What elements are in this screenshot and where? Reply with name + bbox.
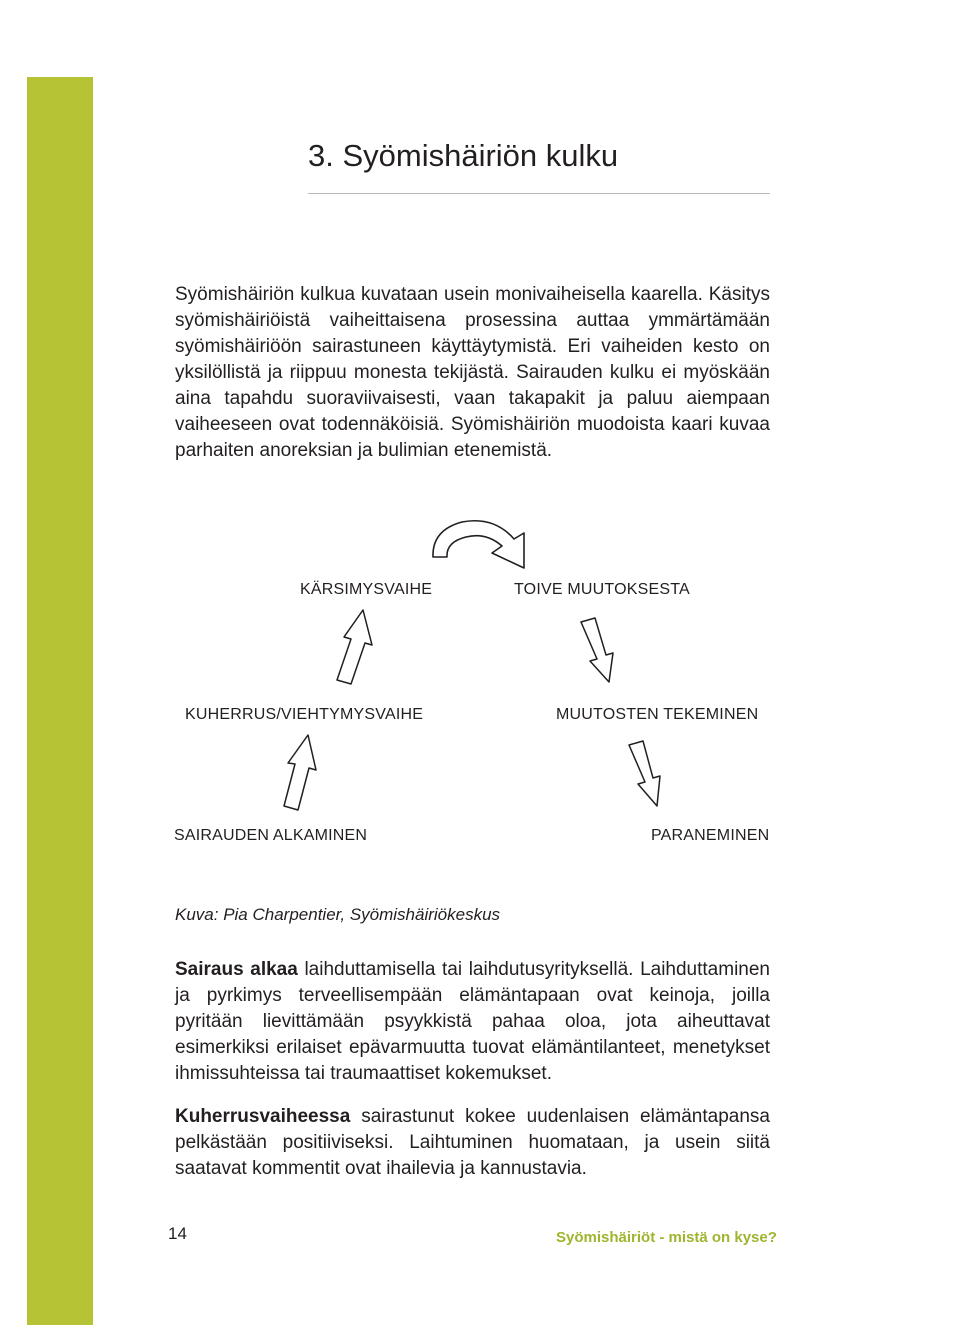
stage-karsimysvaihe: KÄRSIMYSVAIHE <box>300 581 433 598</box>
paragraph-body: laihduttamisella tai laihdutusyrityksellä. Laihduttaminen ja pyrkimys terveellisempään elämäntapaan ovat keinoja, joilla pyritään lievittämään psyykkistä pahaa oloa, jota aiheuttavat esimerkiksi erilaiset epävarmuutta tuovat elämäntilanteet, menetykset ihmissuhteissa tai traumaattiset kokemukset. <box>175 959 770 1084</box>
footer-title: Syömishäiriöt - mistä on kyse? <box>556 1229 777 1246</box>
paragraph-body: sairastunut kokee uudenlaisen elämäntapansa pelkästään positiiviseksi. Laihtuminen huomataan, ja usein siitä saatavat kommentit ovat ihailevia ja kannustavia. <box>175 1106 770 1179</box>
down-arrow-icon <box>581 618 613 682</box>
stage-kuherrus-viehtymysvaihe: KUHERRUS/VIEHTYMYSVAIHE <box>185 706 424 723</box>
down-arrow-icon <box>629 741 660 806</box>
stage-sairauden-alkaminen: SAIRAUDEN ALKAMINEN <box>174 827 368 844</box>
intro-paragraph: Syömishäiriön kulkua kuvataan usein monivaiheisella kaarella. Käsitys syömishäiriöistä vaiheittaisena prosessina auttaa ymmärtämään syömishäiriöön sairastuneen käyttäytymistä. Eri vaiheiden kesto on yksilöllistä ja riippuu monesta tekijästä. Sairauden kulku ei myöskään aina tapahdu suoraviivaisesti, vaan takapakit ja paluu aiempaan vaiheeseen ovat todennäköisiä. Syömishäiriön muodoista kaari kuvaa parhaiten anoreksian ja bulimian etenemistä. <box>175 284 770 461</box>
paragraph-kuherrusvaihe <box>175 1104 770 1182</box>
paragraph-sairaus-alkaa <box>175 957 770 1087</box>
stage-toive-muutoksesta: TOIVE MUUTOKSESTA <box>514 581 690 598</box>
up-arrow-icon <box>337 610 372 684</box>
stage-paraneminen: PARANEMINEN <box>651 827 770 844</box>
paragraph-lead: Kuherrusvaiheessa <box>175 1106 351 1127</box>
up-arrow-icon <box>284 735 316 810</box>
paragraph-lead: Sairaus alkaa <box>175 959 298 980</box>
stage-muutosten-tekeminen: MUUTOSTEN TEKEMINEN <box>556 706 759 723</box>
page-title: 3. Syömishäiriön kulku <box>308 138 619 173</box>
curved-arrow-icon <box>433 521 524 568</box>
page-number: 14 <box>168 1224 187 1243</box>
figure-caption: Kuva: Pia Charpentier, Syömishäiriökeskus <box>175 905 501 924</box>
